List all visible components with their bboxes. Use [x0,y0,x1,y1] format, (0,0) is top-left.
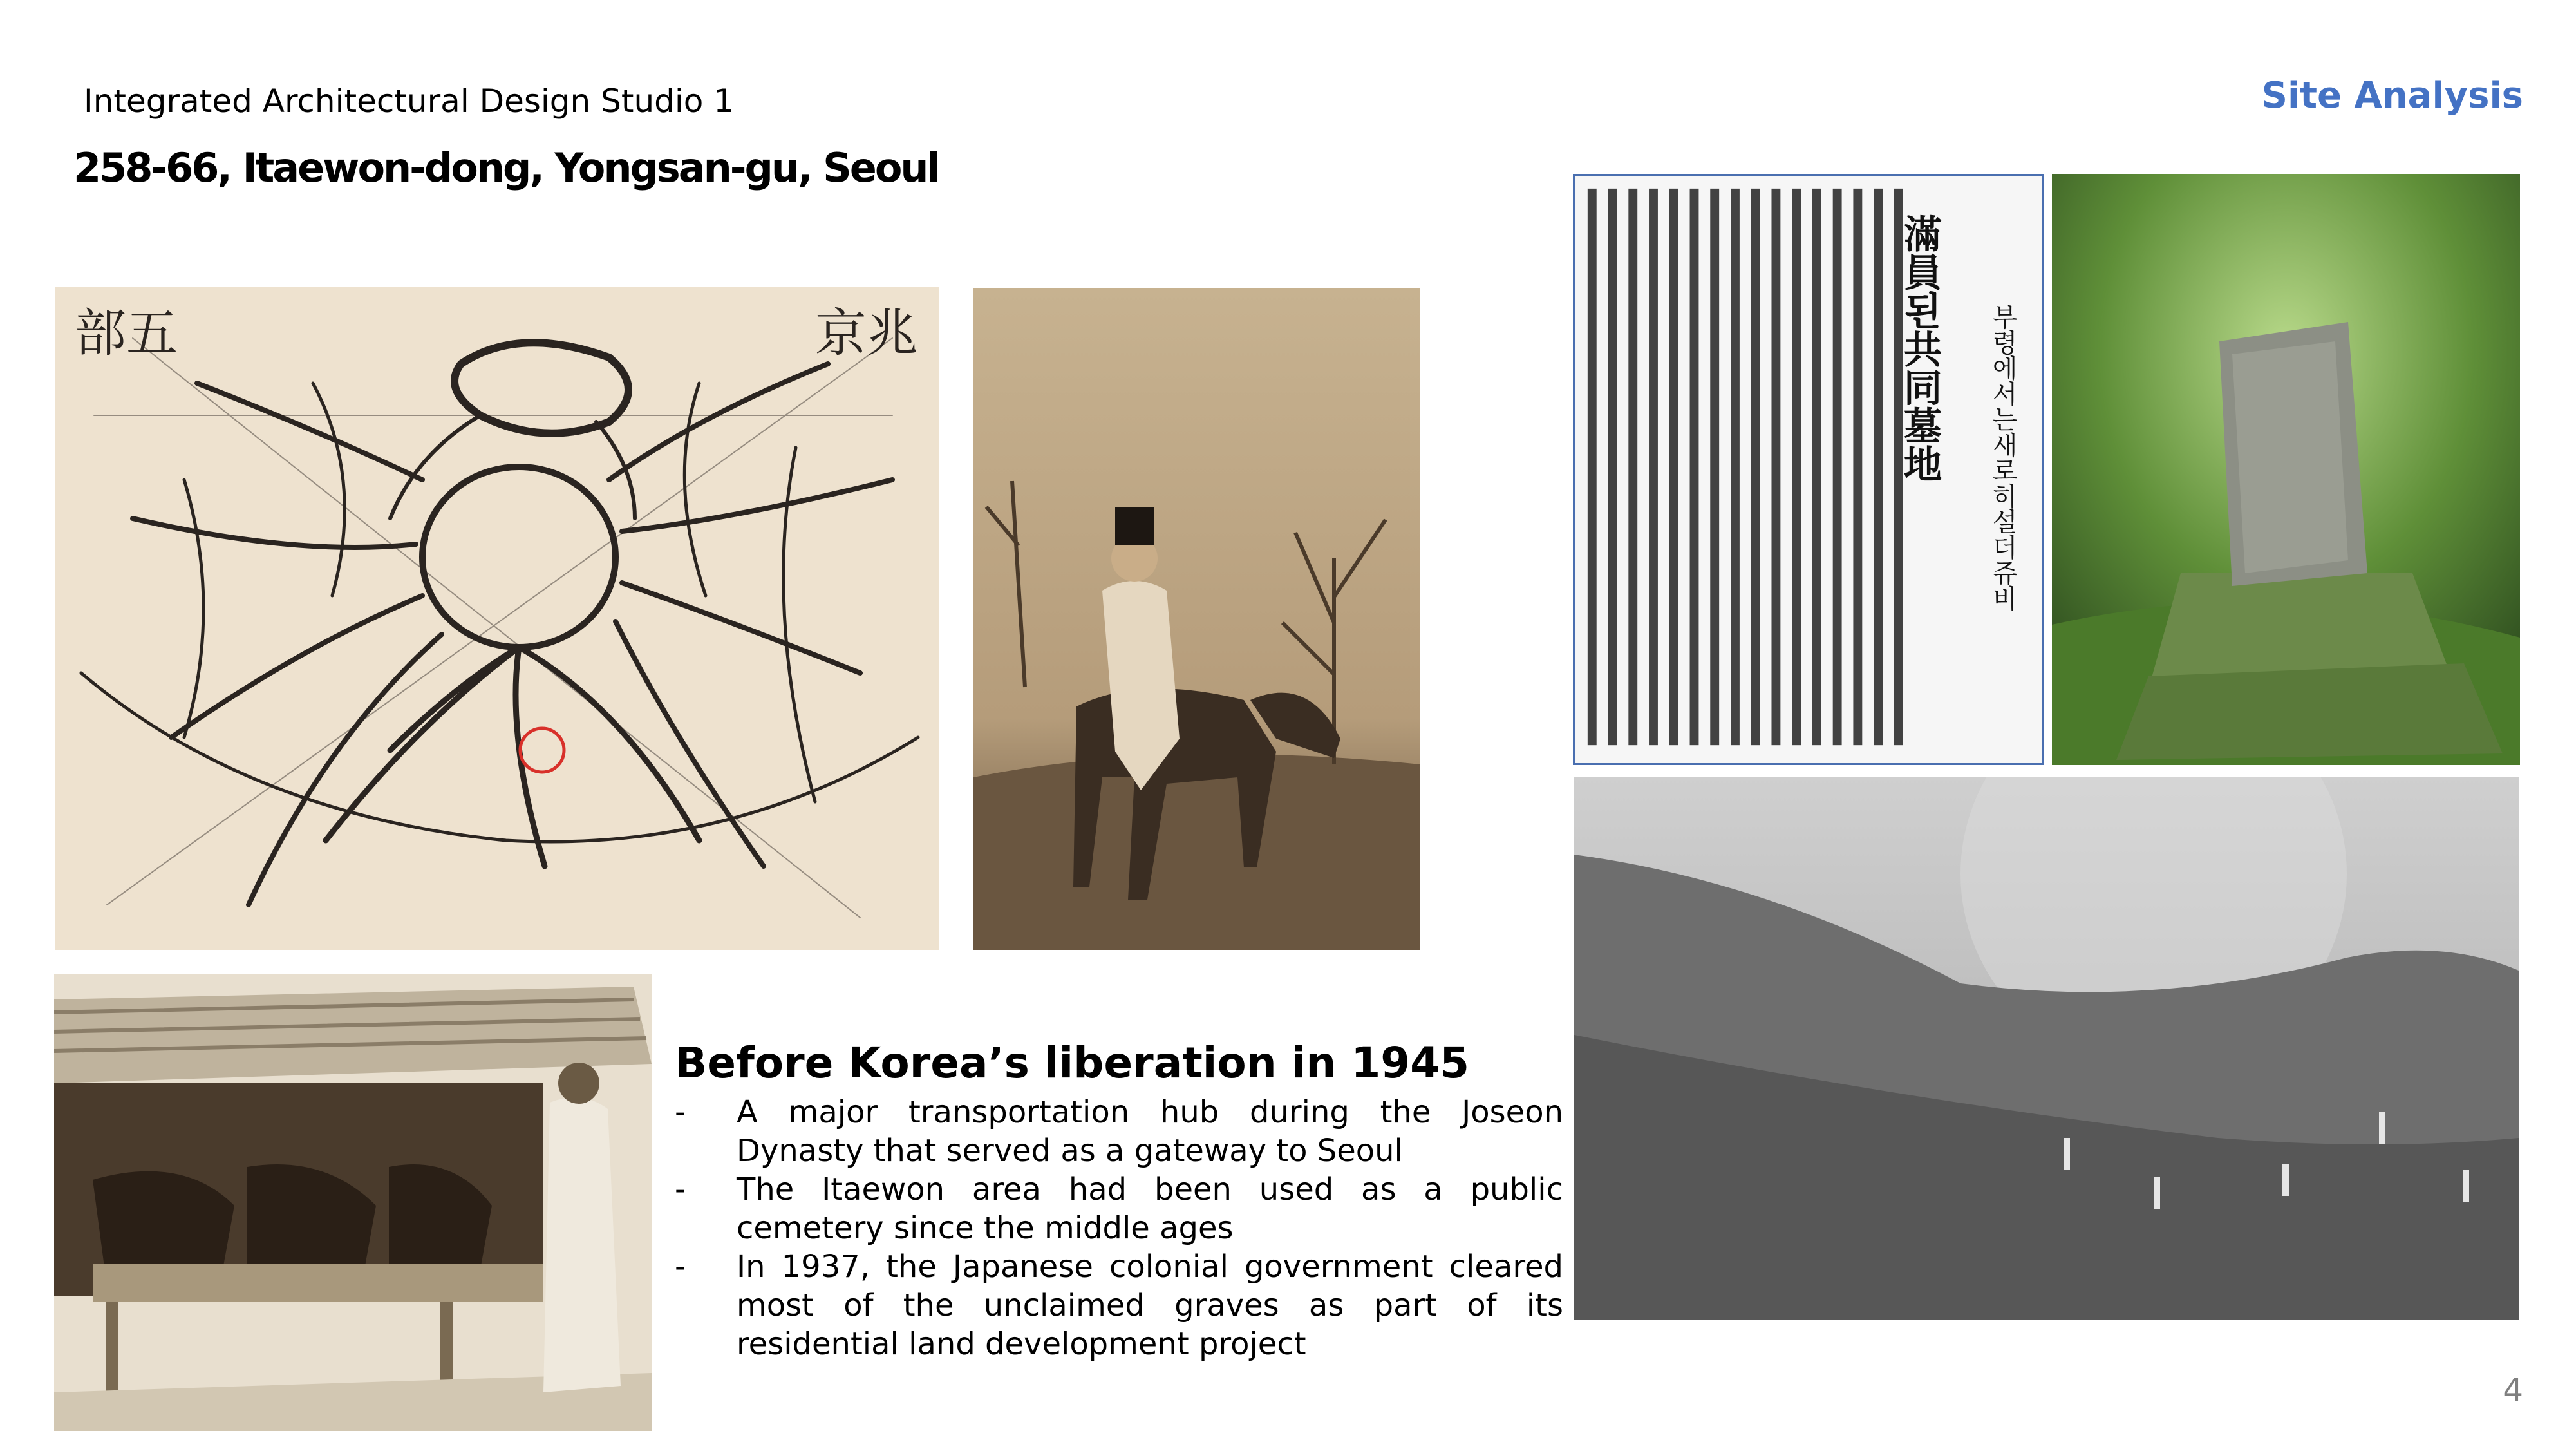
map-label-right: 京兆 [815,303,918,363]
page-number: 4 [2503,1372,2523,1409]
newspaper-subheadline: 부령에서는새로히설더쥬비 [1988,303,2018,611]
bullet-marker: - [675,1171,686,1208]
studio-title: Integrated Architectural Design Studio 1 [84,82,735,120]
history-heading: Before Korea’s liberation in 1945 [675,1038,1470,1088]
list-item [675,1170,1563,1247]
site-address: 258-66, Itaewon-dong, Yongsan-gu, Seoul [73,144,939,191]
map-label-left: 部五 [75,303,178,363]
cemetery-hillside-photo [1574,777,2519,1320]
history-text-block [675,1038,1563,1363]
donkey-rider-photo [973,288,1420,950]
bullet-marker: - [675,1094,686,1130]
section-title: Site Analysis [2261,75,2523,117]
bullet-text: In 1937, the Japanese colonial government cleared most of the unclaimed graves as part of its residential land development project [737,1249,1563,1362]
list-item [675,1093,1563,1170]
historic-map-image [55,287,939,950]
bullet-text: The Itaewon area had been used as a public cemetery since the middle ages [737,1171,1563,1246]
history-bullet-list [675,1093,1563,1363]
newspaper-clipping-image [1573,174,2044,765]
newspaper-headline: 滿員된共同墓地 [1897,214,1942,483]
stable-horses-photo [54,974,652,1431]
stone-monument-photo [2052,174,2520,765]
bullet-text: A major transportation hub during the Joseon Dynasty that served as a gateway to Seoul [737,1094,1563,1169]
bullet-marker: - [675,1249,686,1285]
list-item [675,1247,1563,1363]
